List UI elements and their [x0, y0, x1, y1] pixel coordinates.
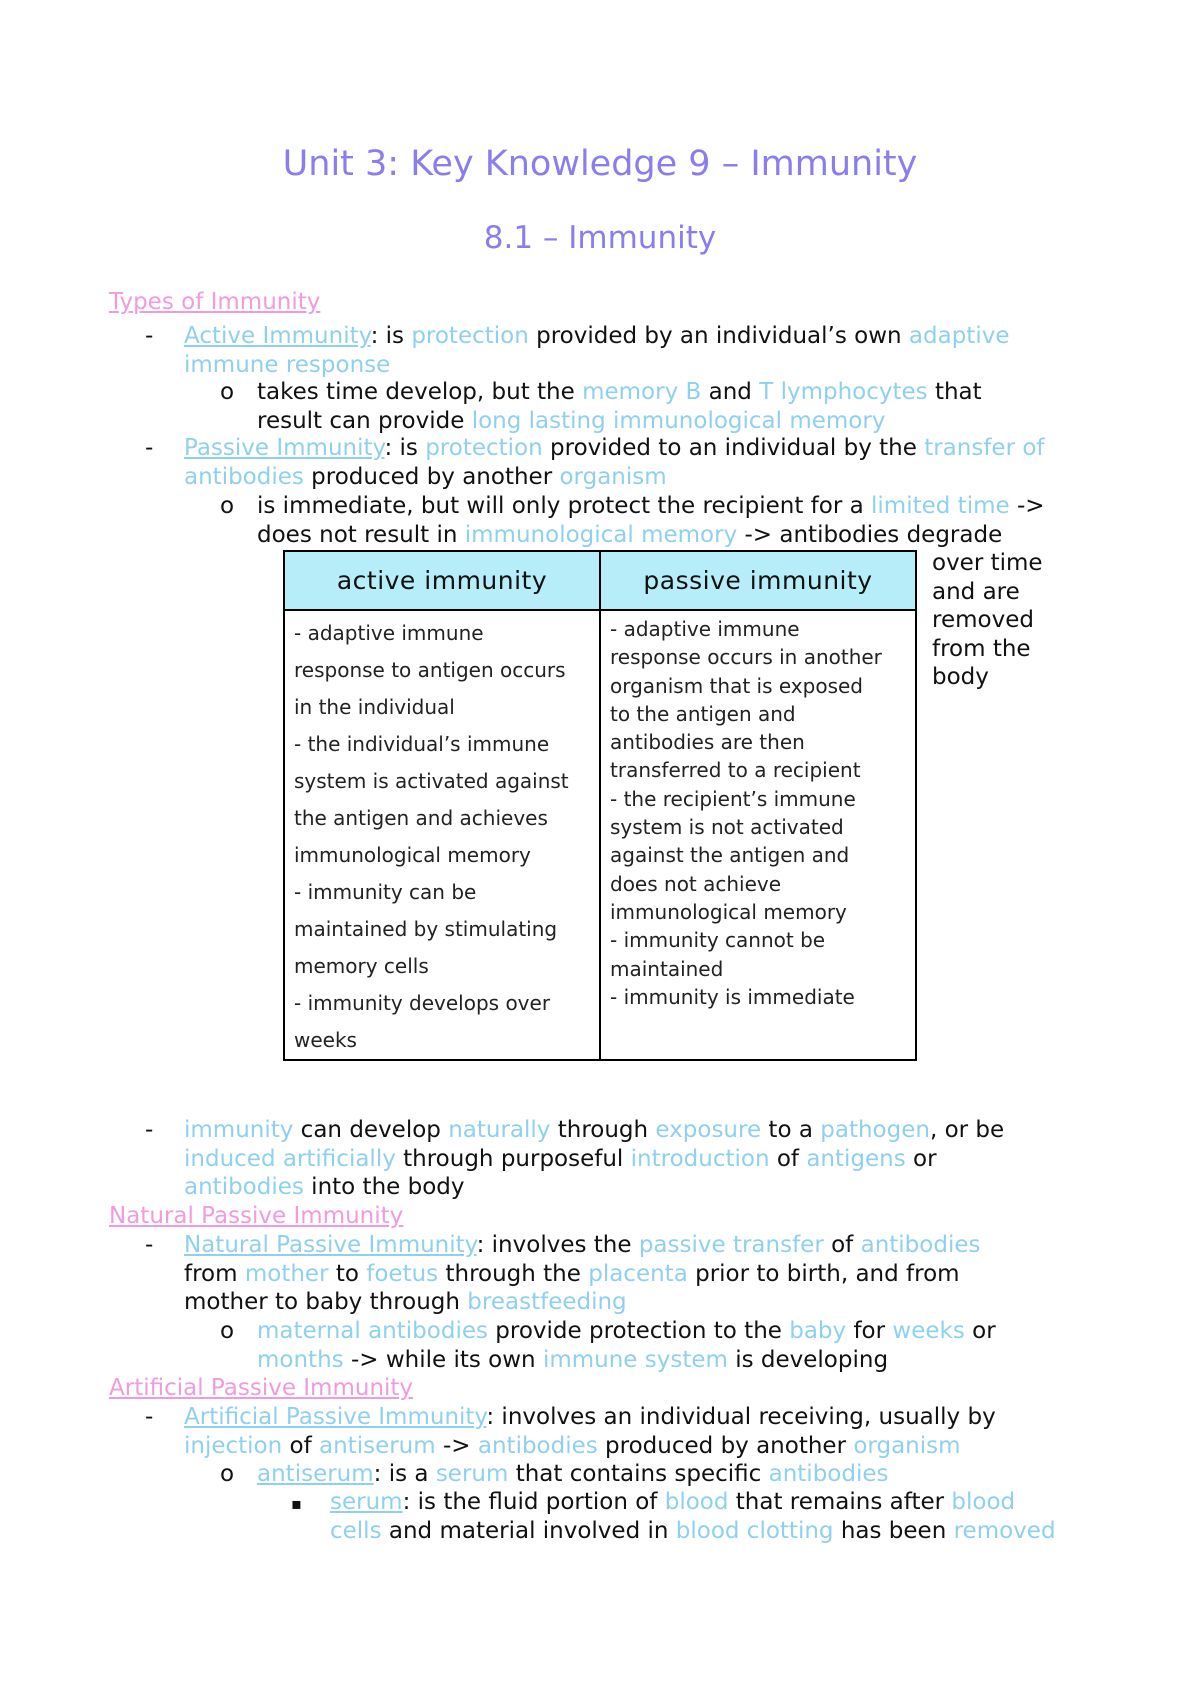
- natural-passive-definition: Natural Passive Immunity: involves the passive transfer of antibodies from mother to foetus through the placenta prior to birth, and from mother to baby through breastfeeding: [184, 1232, 981, 1315]
- bullet-dash: -: [145, 435, 154, 461]
- bullet-circle: o: [220, 1318, 235, 1344]
- passive-immunity-definition: Passive Immunity: is protection provided to an individual by the transfer of antibodies produced by another organism: [184, 435, 1045, 490]
- term-serum: serum: [330, 1489, 403, 1515]
- page-title: Unit 3: Key Knowledge 9 – Immunity: [282, 144, 918, 184]
- antiserum-definition: antiserum: is a serum that contains specific antibodies: [257, 1461, 889, 1487]
- heading-natural-passive-immunity: Natural Passive Immunity: [109, 1203, 404, 1229]
- passive-immunity-detail: is immediate, but will only protect the recipient for a limited time -> does not result in immunological memory -> antibodies degrade: [257, 493, 1045, 548]
- active-immunity-detail: takes time develop, but the memory B and T lymphocytes that result can provide long lasting immunological memory: [257, 379, 982, 434]
- table-cell-active: - adaptive immune response to antigen occurs in the individual - the individual’s immune system is activated against the antigen and achieves immunological memory - immunity can be maintained by stimulating memory cells - immunity develops over weeks: [284, 610, 600, 1060]
- bullet-circle: o: [220, 379, 235, 405]
- bullet-dash: -: [145, 323, 154, 349]
- table-cell-passive: - adaptive immune response occurs in another organism that is exposed to the antigen and antibodies are then transferred to a recipient - the recipient’s immune system is not activated against the antigen and does not achieve immunological memory - immunity cannot be maintained - immunity is immediate: [600, 610, 916, 1060]
- passive-detail-continuation: over time and are removed from the body: [932, 550, 1043, 690]
- table-header-passive: passive immunity: [600, 551, 916, 610]
- term-active-immunity: Active Immunity: [184, 323, 371, 349]
- immunity-comparison-table: [283, 550, 917, 1061]
- bullet-dash: -: [145, 1404, 154, 1430]
- table-header-row: [284, 551, 916, 610]
- term-natural-passive-immunity: Natural Passive Immunity: [184, 1232, 477, 1258]
- active-immunity-definition: Active Immunity: is protection provided by an individual’s own adaptive immune response: [184, 323, 1010, 378]
- table-header-active: active immunity: [284, 551, 600, 610]
- page-subtitle: 8.1 – Immunity: [483, 220, 717, 256]
- immunity-development-note: immunity can develop naturally through exposure to a pathogen, or be induced artificially through purposeful introduction of antigens or antibodies into the body: [184, 1117, 1005, 1200]
- serum-definition: serum: is the fluid portion of blood that remains after blood cells and material involved in blood clotting has been removed: [330, 1489, 1056, 1544]
- term-antiserum: antiserum: [257, 1461, 374, 1487]
- heading-artificial-passive-immunity: Artificial Passive Immunity: [109, 1375, 414, 1401]
- bullet-dash: -: [145, 1232, 154, 1258]
- bullet-circle: o: [220, 493, 235, 519]
- term-artificial-passive-immunity: Artificial Passive Immunity: [184, 1404, 487, 1430]
- bullet-square: ▪: [291, 1494, 302, 1513]
- artificial-passive-definition: Artificial Passive Immunity: involves an individual receiving, usually by injection of antiserum -> antibodies produced by another organism: [184, 1404, 996, 1459]
- bullet-circle: o: [220, 1461, 235, 1487]
- table-row: [284, 610, 916, 1060]
- bullet-dash: -: [145, 1117, 154, 1143]
- natural-passive-detail: maternal antibodies provide protection to the baby for weeks or months -> while its own immune system is developing: [257, 1318, 996, 1373]
- heading-types-of-immunity: Types of Immunity: [109, 289, 321, 315]
- term-passive-immunity: Passive Immunity: [184, 435, 385, 461]
